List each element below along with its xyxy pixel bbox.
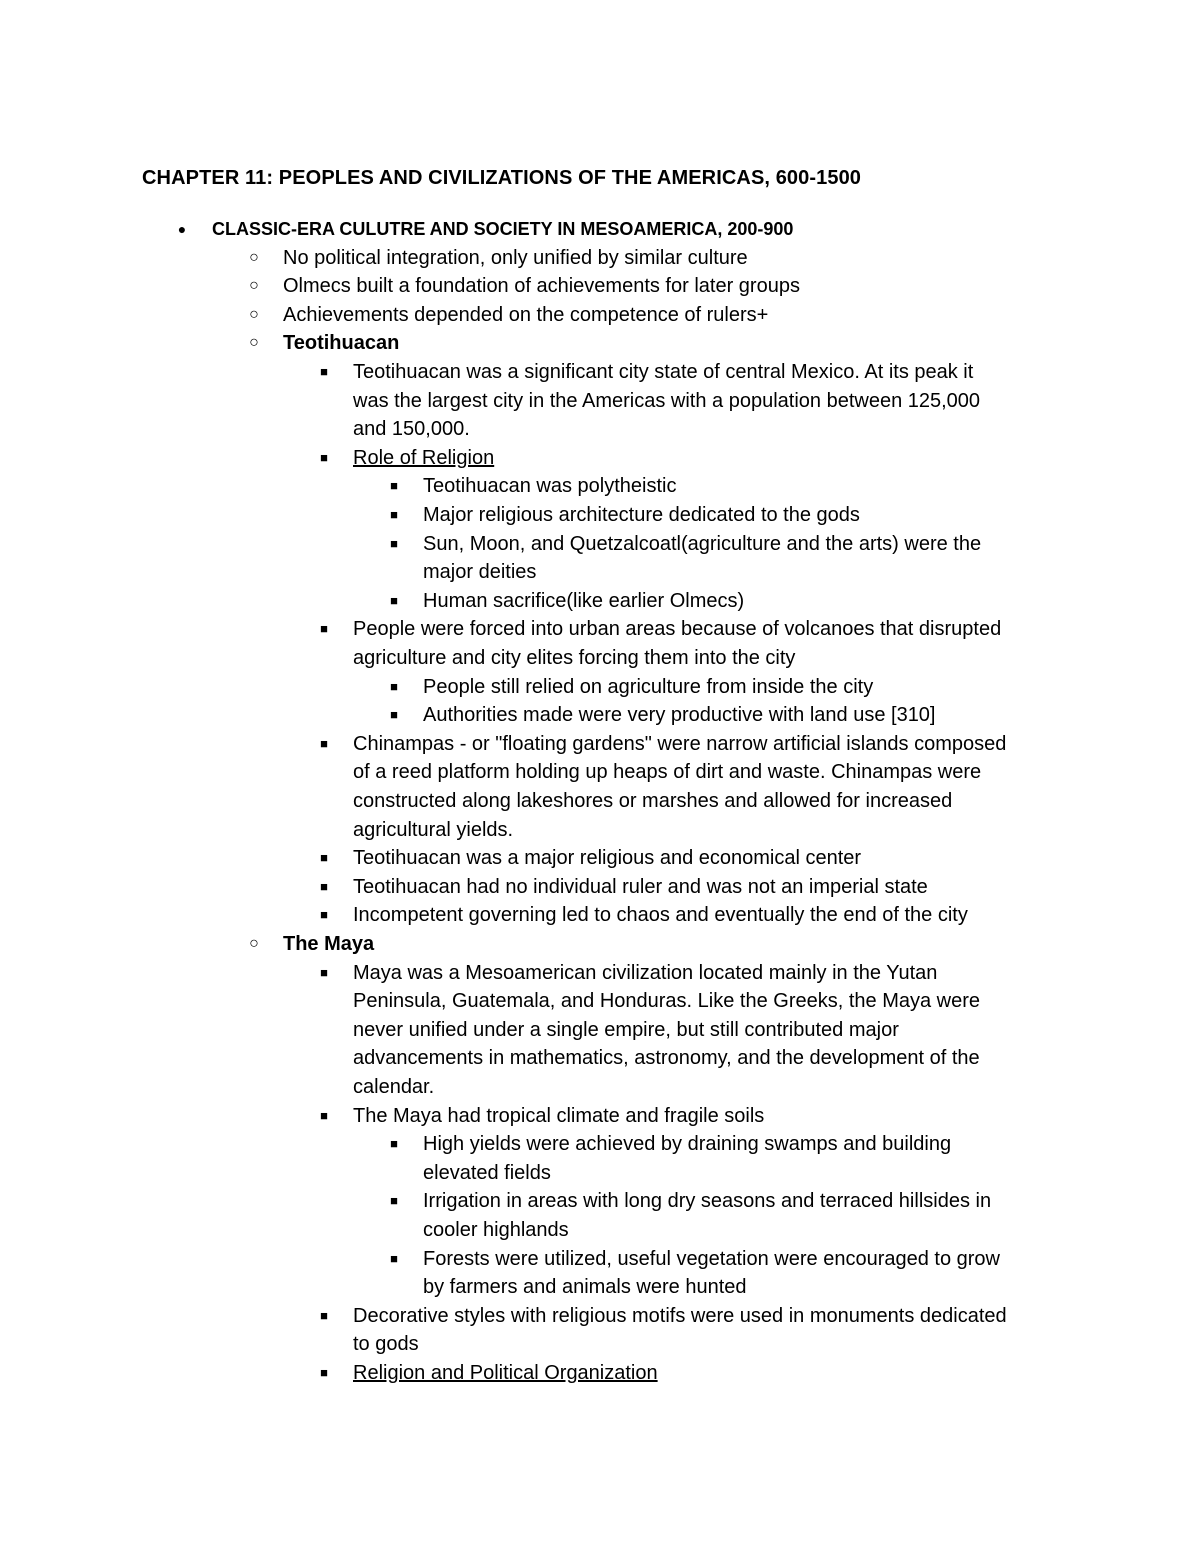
bullet-marker-level-2: ○: [249, 277, 259, 295]
outline-item-level-3-line: Chinampas - or "floating gardens" were narrow artificial islands composed: [353, 732, 1007, 755]
bullet-marker-level-4: ■: [390, 707, 398, 723]
bullet-marker-level-4: ■: [390, 1136, 398, 1152]
bullet-marker-level-3: ■: [320, 1107, 328, 1123]
outline-item-level-3-line: Teotihuacan was a significant city state of central Mexico. At its peak it: [353, 361, 974, 383]
outline-item-level-3-line: Decorative styles with religious motifs were used in monuments dedicated: [353, 1304, 1007, 1327]
bullet-marker-level-3: ■: [320, 1365, 328, 1380]
outline-item-level-3-line: Teotihuacan was a major religious and economical center: [353, 847, 862, 870]
bullet-marker-level-4: ■: [390, 1193, 398, 1209]
outline-item-level-1-line: CLASSIC-ERA CULUTRE AND SOCIETY IN MESOAMERICA, 200-900: [212, 219, 794, 239]
outline-item-level-3-line: advancements in mathematics, astronomy, and the development of the: [353, 1047, 980, 1070]
bullet-marker-level-4: ■: [390, 478, 398, 494]
outline-item-level-4-line: Irrigation in areas with long dry seasons and terraced hillsides in: [423, 1190, 992, 1213]
bullet-marker-level-4: ■: [390, 592, 398, 608]
outline-item-level-4-line: Teotihuacan was polytheistic: [423, 475, 677, 498]
outline-item-level-2-line: No political integration, only unified by similar culture: [283, 246, 748, 269]
outline-item-level-3-line: Teotihuacan had no individual ruler and was not an imperial state: [353, 875, 928, 898]
bullet-marker-level-3: ■: [320, 735, 328, 751]
outline-item-level-4-line: Major religious architecture dedicated to the gods: [423, 504, 860, 526]
outline-item-level-4-line: Authorities made were very productive with land use [310]: [423, 704, 936, 727]
bullet-marker-level-1: ●: [177, 221, 187, 237]
outline-item-level-4-line: Human sacrifice(like earlier Olmecs): [423, 589, 745, 612]
bullet-marker-level-2: ○: [249, 935, 259, 952]
bullet-marker-level-4: ■: [390, 678, 398, 694]
outline-item-level-4-line: cooler highlands: [423, 1219, 569, 1241]
outline-item-level-2-line: Teotihuacan: [283, 332, 400, 355]
bullet-marker-level-3: ■: [320, 964, 328, 980]
bullet-marker-level-3: ■: [320, 449, 328, 465]
outline-item-level-3-line: of a reed platform holding up heaps of dirt and waste. Chinampas were: [353, 761, 982, 784]
outline-item-level-4-line: Sun, Moon, and Quetzalcoatl(agriculture and the arts) were the: [423, 532, 982, 555]
bullet-marker-level-2: ○: [249, 305, 259, 323]
outline-item-level-3-line: Maya was a Mesoamerican civilization located mainly in the Yutan: [353, 961, 938, 984]
bullet-marker-level-2: ○: [249, 334, 259, 352]
outline-item-level-4-line: elevated fields: [423, 1161, 551, 1184]
outline-item-level-4-line: High yields were achieved by draining swamps and building: [423, 1133, 952, 1156]
bullet-marker-level-3: ■: [320, 621, 328, 637]
outline-item-level-3-line: agriculture and city elites forcing them into the city: [353, 647, 796, 669]
bullet-marker-level-3: ■: [320, 907, 328, 923]
bullet-marker-level-4: ■: [390, 1250, 398, 1266]
outline-item-level-3-line: and 150,000.: [353, 418, 470, 441]
outline-item-level-4-line: People still relied on agriculture from inside the city: [423, 675, 874, 698]
outline-item-level-3-line: Incompetent governing led to chaos and eventually the end of the city: [353, 904, 968, 927]
bullet-marker-level-3: ■: [320, 1307, 328, 1323]
outline-item-level-2-line: The Maya: [283, 933, 375, 955]
chapter-title: CHAPTER 11: PEOPLES AND CIVILIZATIONS OF THE AMERICAS, 600-1500: [142, 167, 862, 189]
outline-item-level-3-line: agricultural yields.: [353, 818, 514, 841]
outline-item-level-4-line: Forests were utilized, useful vegetation were encouraged to grow: [423, 1247, 1000, 1270]
outline-item-level-3-line: Religion and Political Organization: [353, 1362, 658, 1384]
outline-item-level-3-line: Peninsula, Guatemala, and Honduras. Like the Greeks, the Maya were: [353, 990, 981, 1013]
bullet-marker-level-4: ■: [390, 507, 398, 522]
outline-item-level-2-line: Olmecs built a foundation of achievements for later groups: [283, 275, 800, 298]
bullet-marker-level-3: ■: [320, 878, 328, 894]
outline-item-level-3-line: was the largest city in the Americas with a population between 125,000: [353, 389, 981, 412]
outline-item-level-4-line: major deities: [423, 561, 537, 584]
outline-item-level-3-line: The Maya had tropical climate and fragile soils: [353, 1104, 765, 1127]
bullet-marker-level-4: ■: [390, 535, 398, 551]
outline-item-level-3-line: People were forced into urban areas because of volcanoes that disrupted: [353, 618, 1002, 641]
outline-item-level-3-line: Role of Religion: [353, 446, 495, 469]
bullet-marker-level-2: ○: [249, 248, 259, 266]
outline-item-level-3-line: calendar.: [353, 1076, 435, 1098]
outline-item-level-3-line: constructed along lakeshores or marshes and allowed for increased: [353, 790, 953, 812]
outline-item-level-2-line: Achievements depended on the competence of rulers+: [283, 303, 769, 326]
outline-item-level-3-line: to gods: [353, 1333, 419, 1356]
outline-item-level-3-line: never unified under a single empire, but still contributed major: [353, 1018, 899, 1041]
outline-item-level-4-line: by farmers and animals were hunted: [423, 1276, 747, 1299]
bullet-marker-level-3: ■: [320, 850, 328, 866]
bullet-marker-level-3: ■: [320, 364, 328, 379]
